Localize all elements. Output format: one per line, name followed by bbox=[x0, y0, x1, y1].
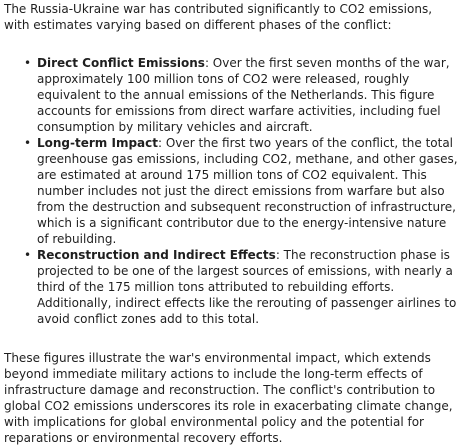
list-item-long-term-impact bbox=[24, 135, 460, 247]
response-document bbox=[0, 1, 468, 446]
item-text: : Over the first seven months of the war, approximately 100 million tons of CO2 were released, roughly equivalent to the annual emissions of the Netherlands. This figure accounts for emissions from direct warfare activities, including fuel consumption by military vehicles and aircraft. bbox=[37, 56, 450, 134]
item-title: Direct Conflict Emissions bbox=[37, 56, 205, 70]
item-text: : Over the first two years of the conflict, the total greenhouse gas emissions, including CO2, methane, and other gases, are estimated at around 175 million tons of CO2 equivalent. This number includes not just the direct emissions from warfare but also from the destruction and subsequent reconstruction of infrastructure, which is a significant contributor due to the energy-intensive nature of rebuilding. bbox=[37, 136, 458, 246]
bullet-icon: • bbox=[24, 56, 32, 70]
item-title: Long-term Impact bbox=[37, 136, 158, 150]
conclusion-paragraph: These figures illustrate the war's environmental impact, which extends beyond immediate military actions to include the long-term effects of infrastructure damage and reconstruction. The conflict's contribution to global CO2 emissions underscores its role in exacerbating climate change, with implications for global environmental policy and the potential for reparations or environmental recovery efforts. bbox=[4, 351, 453, 445]
list-item-direct-conflict-emissions bbox=[24, 55, 460, 135]
bullet-icon: • bbox=[24, 136, 32, 150]
item-text: : The reconstruction phase is projected to be one of the largest sources of emissions, with nearly a third of the 175 million tons attributed to rebuilding efforts. Additionally, indirect effects like the rerouting of passenger airlines to avoid conflict zones add to this total. bbox=[37, 248, 457, 326]
list-item-reconstruction-indirect-effects bbox=[24, 247, 460, 327]
emissions-list bbox=[4, 55, 460, 327]
intro-paragraph: The Russia-Ukraine war has contributed significantly to CO2 emissions, with estimates varying based on different phases of the conflict: bbox=[4, 2, 433, 32]
bullet-icon: • bbox=[24, 248, 32, 262]
item-title: Reconstruction and Indirect Effects bbox=[37, 248, 276, 262]
